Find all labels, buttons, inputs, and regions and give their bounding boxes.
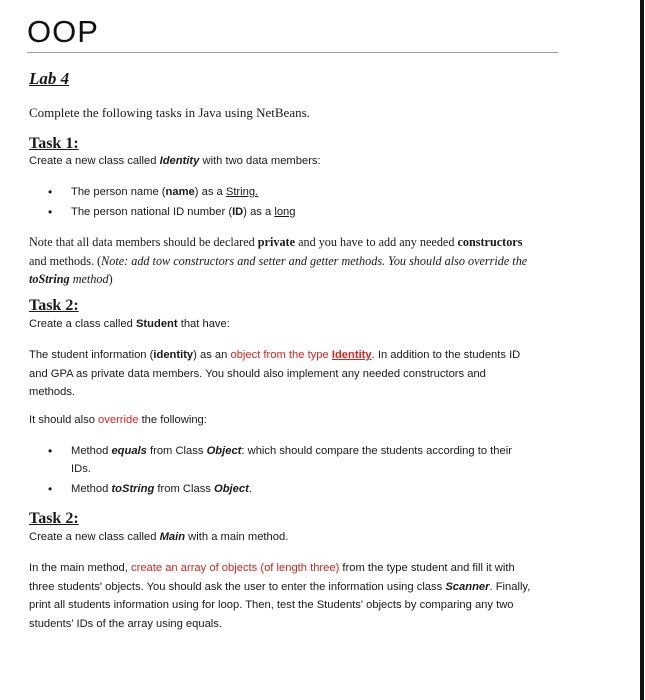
task3-paragraph [29, 559, 558, 633]
task2-info-line3: methods. [29, 386, 76, 398]
task2-info-line1: The student information (identity) as an object from the type Identity. In addition to the students ID [29, 349, 521, 361]
main-class-name: Main [159, 531, 186, 543]
task2-info-line2: and GPA as private data members. You should also implement any needed constructors and [29, 367, 486, 380]
task1-bullet-name: The person name (name) as a String. [71, 186, 259, 198]
task1-note-line2: and methods. (Note: add tow constructors and setter and getter methods. You should also override the [29, 253, 528, 268]
bullet-dot: • [48, 205, 53, 219]
task2-bullet-equals: Method equals from Class Object: which should compare the students according to their IDs. [71, 445, 512, 475]
bullet-dot: • [48, 444, 53, 458]
student-class-name: Student [135, 318, 178, 330]
identity-class-name: Identity [159, 155, 200, 167]
task3-line3: print all students information using for loop. Then, test the Students' objects by comparing any two [29, 599, 514, 611]
task3-line1: In the main method, create an array of objects (of length three) from the type student and fill it with [29, 562, 515, 574]
task2-info [29, 346, 558, 402]
page-title: OOP [27, 14, 99, 49]
task3-description: Create a new class called Main with a main method. [29, 531, 289, 543]
task2-heading: Task 2: [29, 297, 79, 314]
page-edge-border [640, 0, 644, 700]
task3-line2: three students' objects. You should ask the user to enter the information using class Scanner. Finally, [29, 580, 531, 593]
lab-title: Lab 4 [29, 69, 70, 88]
task1-desc-text: Create a new class called [29, 155, 160, 167]
task1-note-line3: toString method) [29, 272, 113, 286]
bullet-dot: • [48, 482, 53, 496]
task1-note [29, 233, 558, 289]
intro-text: Complete the following tasks in Java using NetBeans. [29, 105, 310, 120]
task3-heading: Task 2: [29, 510, 79, 527]
task3-line4: students’ IDs of the array using equals. [29, 617, 222, 630]
task1-note-line1: Note that all data members should be declared private and you have to add any needed constructors [29, 235, 523, 249]
task2-description: Create a class called Student that have: [29, 318, 230, 330]
task1-bullet-id: The person national ID number (ID) as a long [71, 206, 296, 218]
task2-bullet-tostring: Method toString from Class Object. [71, 483, 252, 495]
task2-override-text: It should also override the following: [29, 414, 207, 426]
task1-description [29, 154, 321, 169]
bullet-dot: • [48, 185, 53, 199]
task1-desc-text-end: with two data members: [199, 155, 321, 167]
task1-heading: Task 1: [29, 135, 79, 152]
title-divider [27, 52, 558, 53]
